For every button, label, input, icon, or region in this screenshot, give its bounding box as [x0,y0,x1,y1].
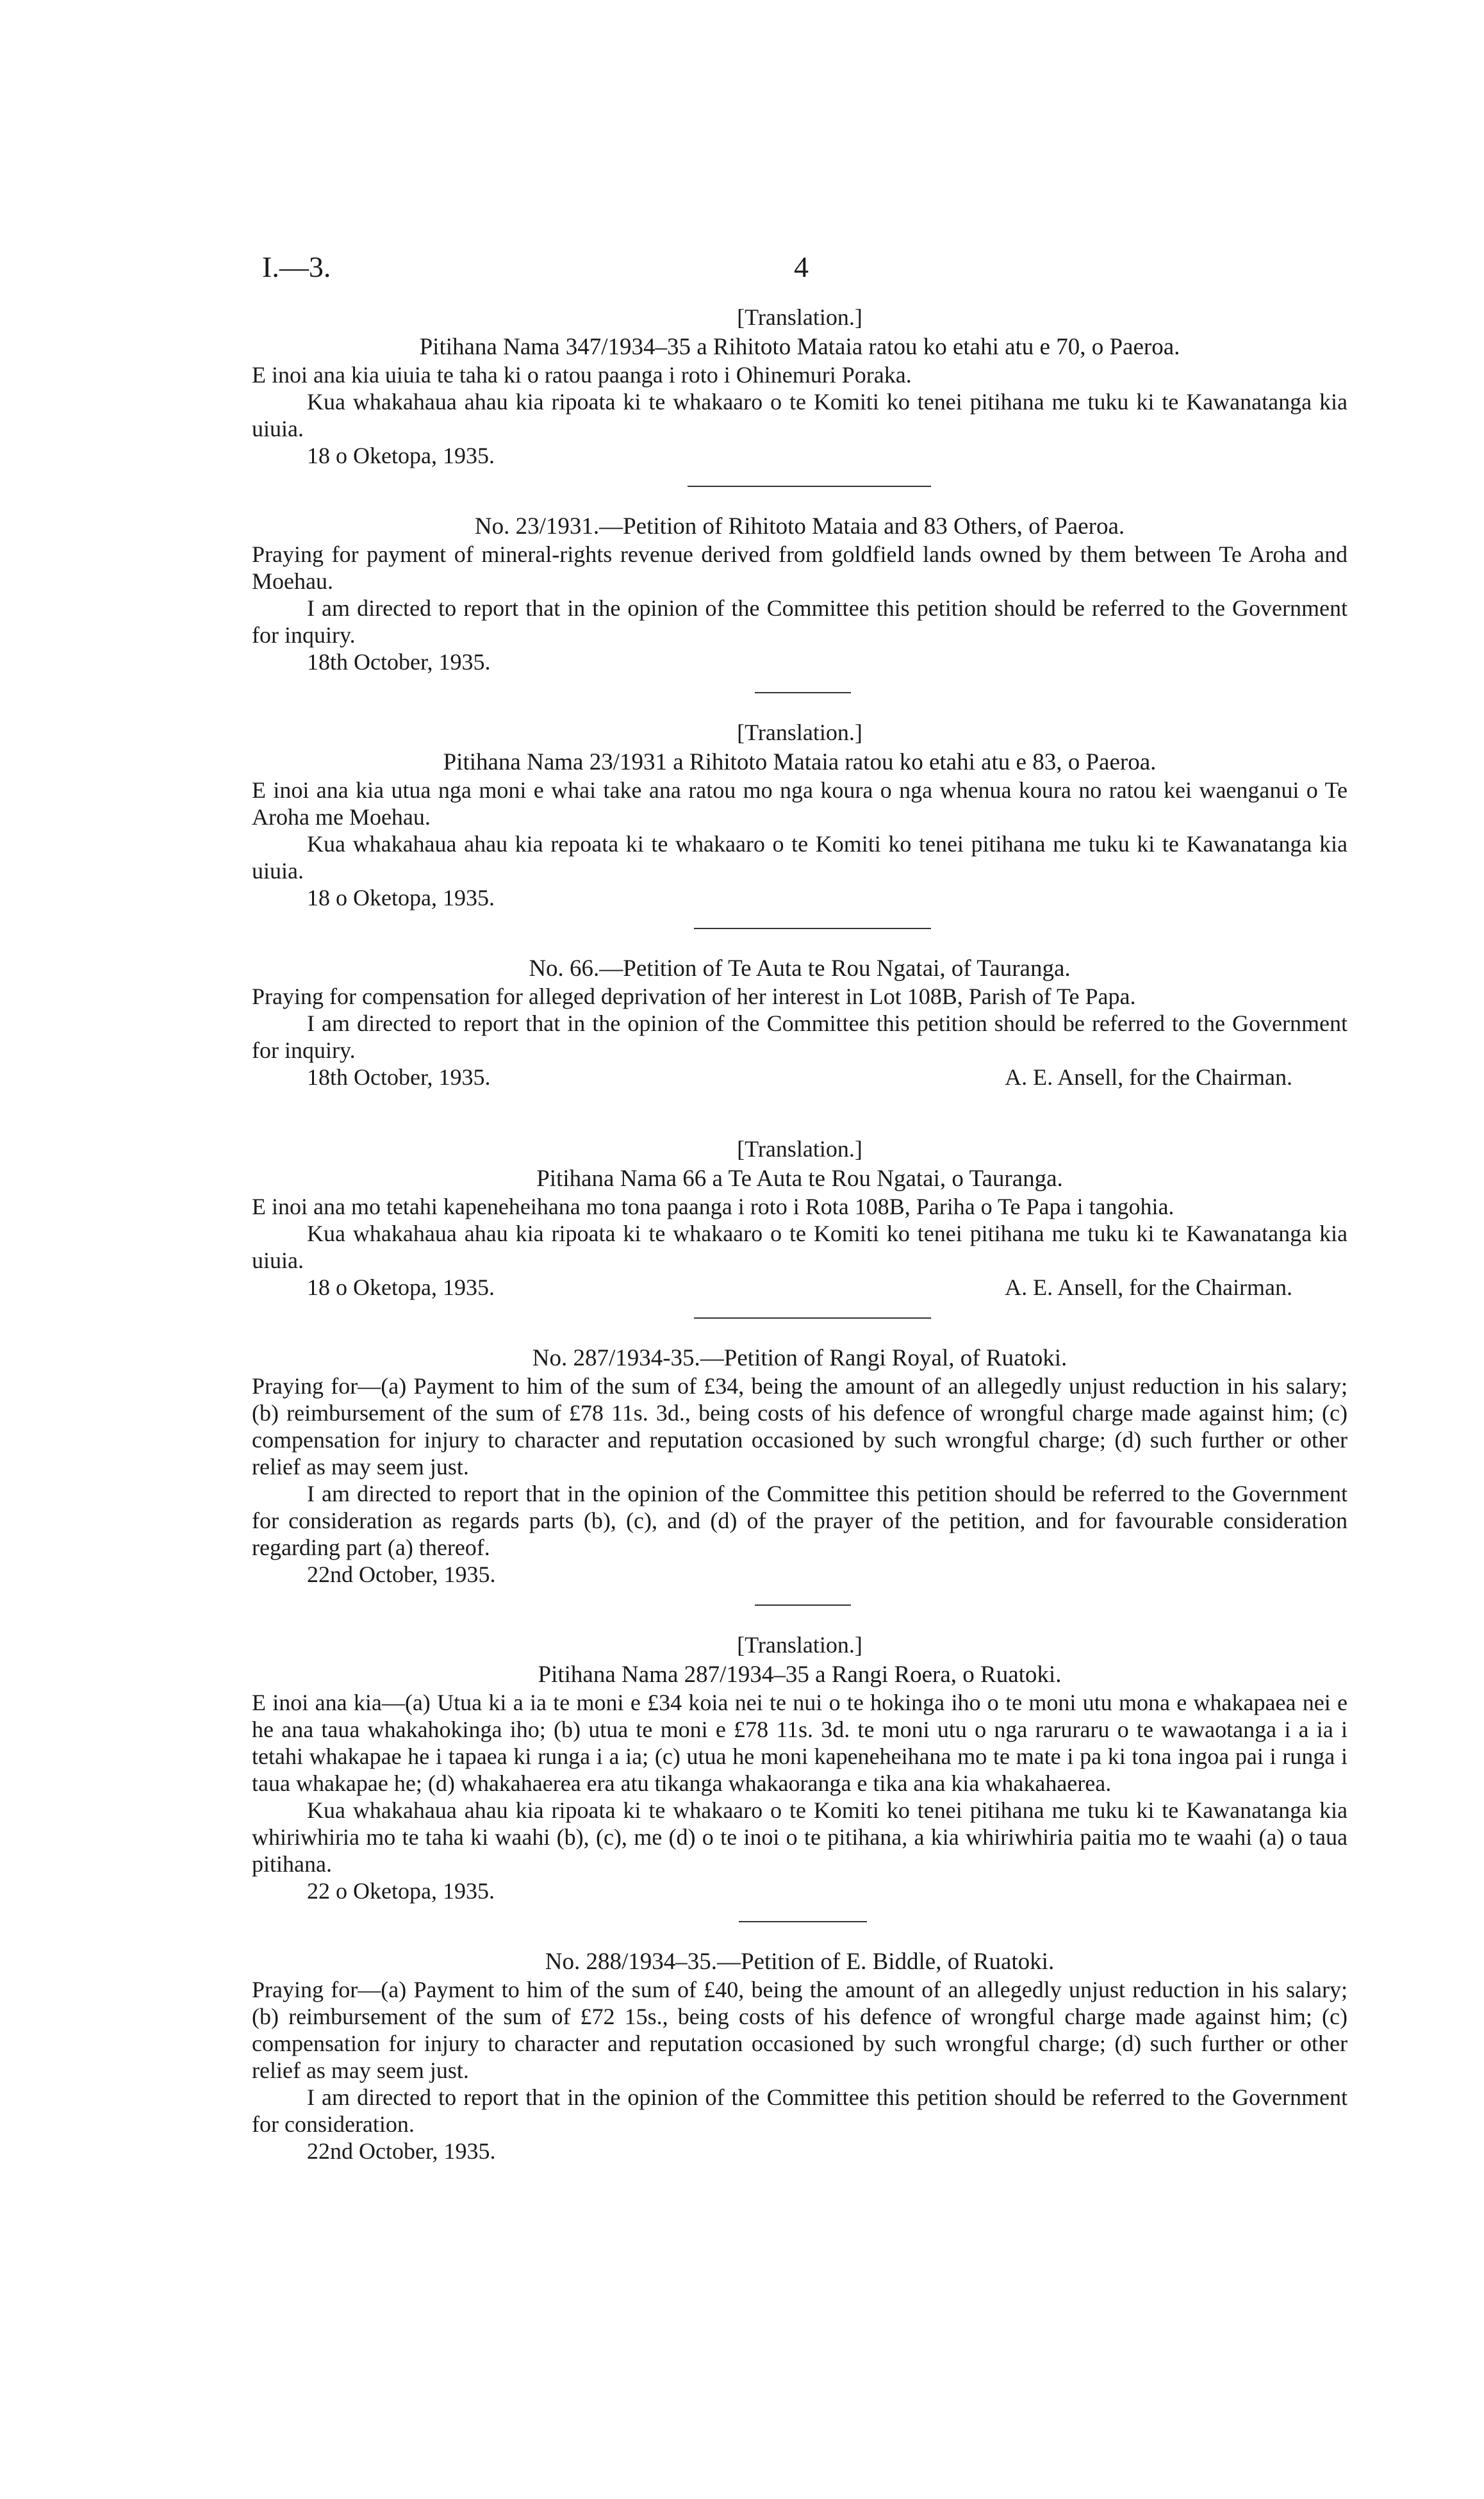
committee-report: Kua whakahaua ahau kia ripoata ki te whakaaro o te Komiti ko tenei pitihana me tuku ki te Kawanatanga kia whiriwhiria mo te taha ki waahi (b), (c), me (d) o te inoi o te pitihana, a kia whiriwhiria paitia mo te waahi (a) o taua pitihana. [252,1797,1348,1877]
petition-66-translation [252,1135,1348,1301]
running-head [252,243,1348,295]
section-divider [694,1317,931,1319]
committee-report: Kua whakahaua ahau kia ripoata ki te whakaaro o te Komiti ko tenei pitihana me tuku ki te Kawanatanga kia uiuia. [252,389,1348,441]
translation-label: [Translation.] [737,1136,862,1162]
report-date: 18th October, 1935. [307,1064,491,1090]
committee-report: I am directed to report that in the opinion of the Committee this petition should be referred to the Government for consideration. [252,2084,1348,2137]
petition-title: No. 288/1934–35.—Petition of E. Biddle, of Ruatoki. [545,1949,1055,1975]
section-divider [755,692,851,693]
petition-prayer: Praying for—(a) Payment to him of the sum of £34, being the amount of an allegedly unjust reduction in his salary; (b) reimbursement of the sum of £78 11s. 3d., being costs of his defence of wrongful charge made against him; (c) compensation for injury to character and reputation occasioned by such wrongful charge; (d) such further or other relief as may seem just. [252,1373,1348,1480]
translation-label: [Translation.] [737,304,862,330]
petition-prayer: E inoi ana kia uiuia te taha ki o ratou paanga i roto i Ohinemuri Poraka. [252,362,912,388]
chairman-signature: A. E. Ansell, for the Chairman. [1005,1274,1292,1300]
petition-title: No. 23/1931.—Petition of Rihitoto Mataia and 83 Others, of Paeroa. [474,513,1125,540]
petition-287 [252,1344,1348,1588]
report-date: 18 o Oketopa, 1935. [307,1274,495,1300]
committee-report: Kua whakahaua ahau kia ripoata ki te whakaaro o te Komiti ko tenei pitihana me tuku ki te Kawanatanga kia uiuia. [252,1221,1348,1273]
paper-reference: I.—3. [262,251,331,283]
section-divider [694,928,931,929]
report-date: 18 o Oketopa, 1935. [307,443,495,468]
petition-prayer: E inoi ana kia—(a) Utua ki a ia te moni e £34 koia nei te nui o te hokinga iho o te moni utu mona e whakapaea nei e he ana taua whakahokinga iho; (b) utua te moni e £78 11s. 3d. te moni utu o nga raruraru o te wawaotanga i a ia i tetahi whakapae he i tapaea ki runga i a ia; (c) utua he moni kapeneheihana mo te mate i pa ki tona ingoa pai i runga i taua whakapae he; (d) whakahaerea era atu tikanga whakaoranga e tika ana kia whakahaerea. [252,1690,1348,1796]
section-divider [739,1921,867,1922]
petition-title: Pitihana Nama 287/1934–35 a Rangi Roera, o Ruatoki. [538,1662,1062,1688]
petition-title: Pitihana Nama 23/1931 a Rihitoto Mataia ratou ko etahi atu e 83, o Paeroa. [443,749,1157,775]
section-gap [252,1091,1348,1126]
report-date: 18th October, 1935. [307,649,491,675]
petition-287-translation [252,1631,1348,1904]
report-date: 22nd October, 1935. [307,2138,496,2164]
petition-title: No. 66.—Petition of Te Auta te Rou Ngatai, of Tauranga. [529,955,1071,982]
section-divider [755,1604,851,1606]
petition-prayer: Praying for—(a) Payment to him of the sum of £40, being the amount of an allegedly unjust reduction in his salary; (b) reimbursement of the sum of £72 15s., being costs of his defence of wrongful charge made against him; (c) compensation for injury to character and reputation occasioned by such wrongful charge; (d) such further or other relief as may seem just. [252,1977,1348,2083]
committee-report: I am directed to report that in the opinion of the Committee this petition should be referred to the Government for consideration as regards parts (b), (c), and (d) of the prayer of the petition, and for favourable consideration regarding part (a) thereof. [252,1481,1348,1560]
translation-label: [Translation.] [737,720,862,745]
petition-288 [252,1948,1348,2165]
petition-prayer: E inoi ana mo tetahi kapeneheihana mo tona paanga i roto i Rota 108B, Pariha o Te Papa i tangohia. [252,1194,1175,1219]
petition-23-1931-translation [252,719,1348,911]
date-signature-row [252,1274,1348,1301]
report-date: 22nd October, 1935. [307,1562,496,1587]
petition-title: No. 287/1934-35.—Petition of Rangi Royal, of Ruatoki. [532,1345,1068,1371]
chairman-signature: A. E. Ansell, for the Chairman. [1005,1064,1292,1090]
translation-label: [Translation.] [737,1632,862,1658]
petition-66 [252,955,1348,1091]
petition-title: Pitihana Nama 66 a Te Auta te Rou Ngatai, o Tauranga. [536,1166,1063,1192]
committee-report: Kua whakahaua ahau kia repoata ki te whakaaro o te Komiti ko tenei pitihana me tuku ki te Kawanatanga kia uiuia. [252,831,1348,884]
petition-347-translation [252,304,1348,469]
date-signature-row [252,1064,1348,1091]
committee-report: I am directed to report that in the opinion of the Committee this petition should be referred to the Government for inquiry. [252,595,1348,648]
section-divider [688,486,931,487]
petition-23-1931 [252,513,1348,675]
petition-prayer: Praying for compensation for alleged deprivation of her interest in Lot 108B, Parish of Te Papa. [252,984,1136,1009]
petition-prayer: E inoi ana kia utua nga moni e whai take ana ratou mo nga koura o nga whenua koura no ratou kei waenganui o Te Aroha me Moehau. [252,777,1348,830]
petition-title: Pitihana Nama 347/1934–35 a Rihitoto Mataia ratou ko etahi atu e 70, o Paeroa. [419,334,1180,360]
document-page [252,243,1348,2165]
petition-prayer: Praying for payment of mineral-rights revenue derived from goldfield lands owned by them between Te Aroha and Moehau. [252,541,1348,594]
committee-report: I am directed to report that in the opinion of the Committee this petition should be referred to the Government for inquiry. [252,1010,1348,1063]
report-date: 22 o Oketopa, 1935. [307,1878,495,1904]
page-number: 4 [794,251,809,283]
report-date: 18 o Oketopa, 1935. [307,885,495,911]
